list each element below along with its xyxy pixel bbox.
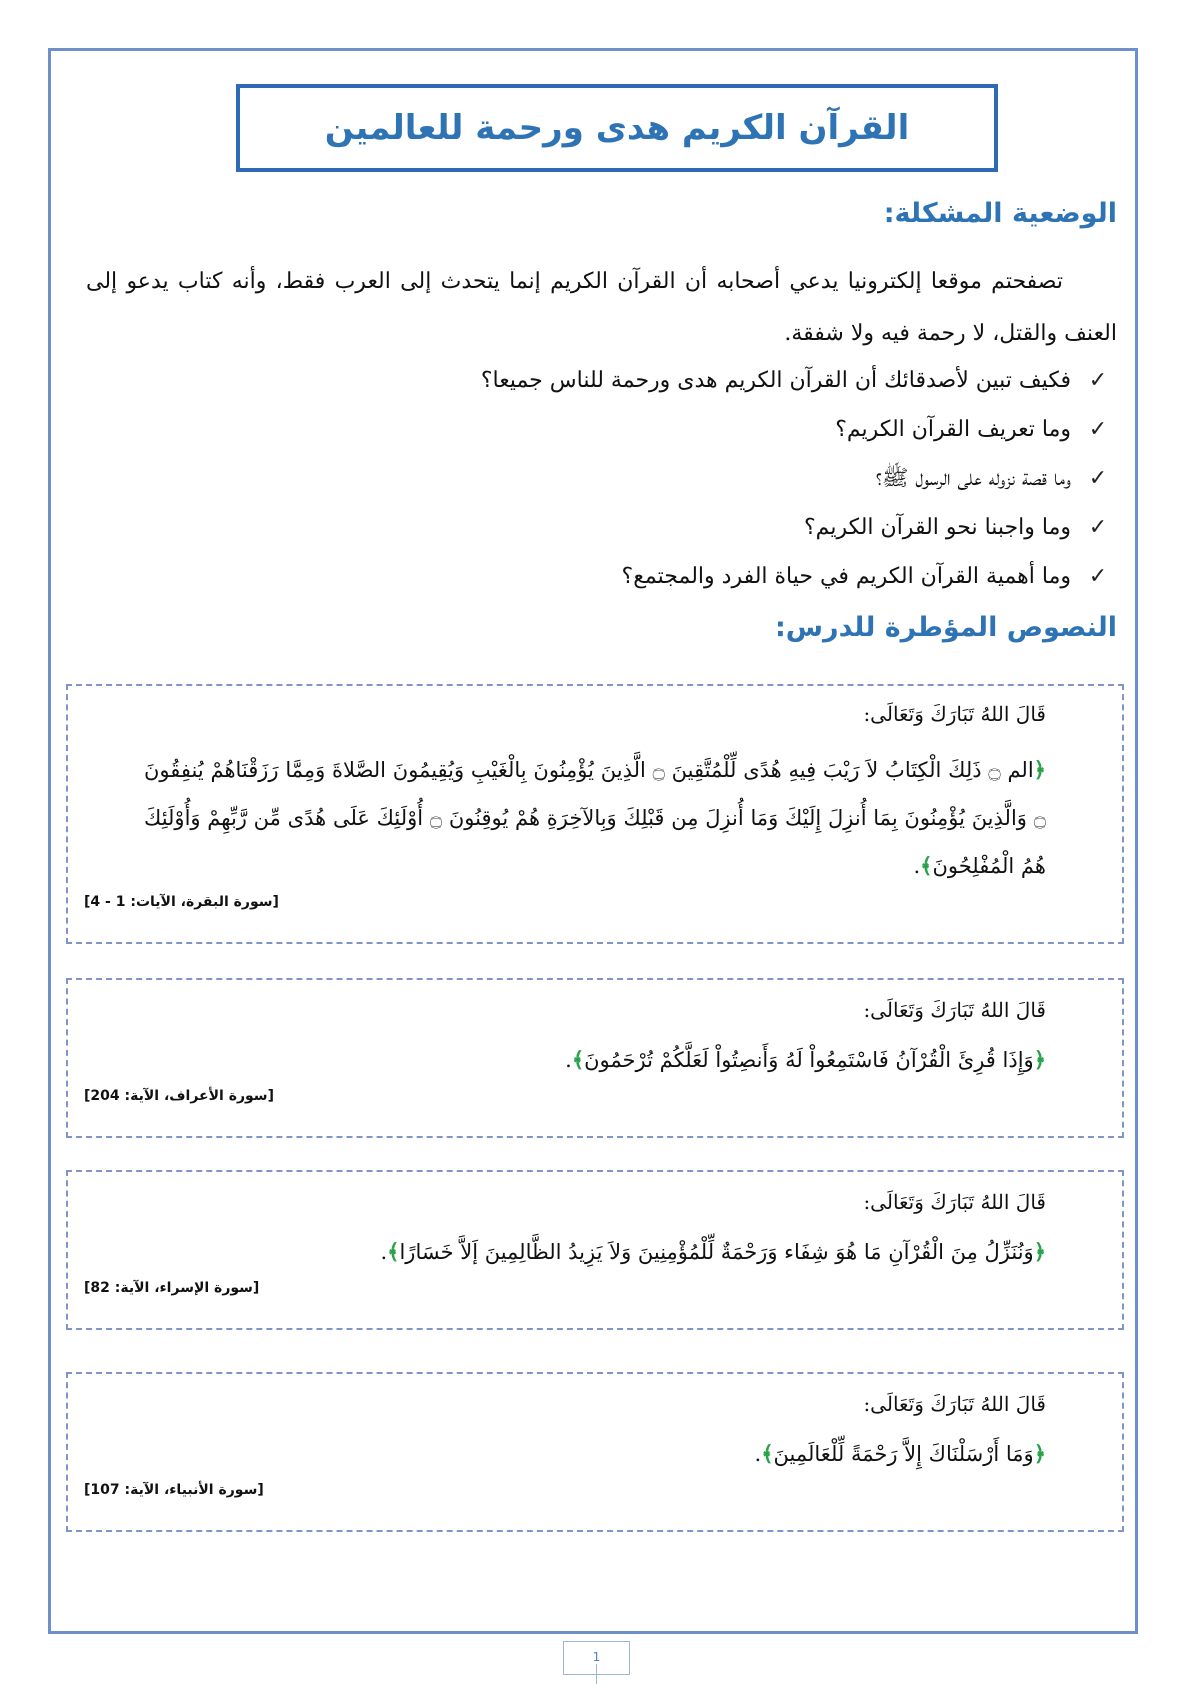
- verse-body: الم ۝ ذَلِكَ الْكِتَابُ لاَ رَيْبَ فِيهِ هُدًى لِّلْمُتَّقِينَ ۝ الَّذِينَ يُؤْمِنُونَ بِالْغَيْبِ وَيُقِيمُونَ الصَّلاةَ وَمِمَّا رَزَقْنَاهُمْ يُنفِقُونَ ۝ وَالَّذِينَ يُؤْمِنُونَ بِمَا أُنزِلَ إِلَيْكَ وَمَا أُنزِلَ مِن قَبْلِكَ وَبِالآخِرَةِ هُمْ يُوقِنُونَ ۝ أُوْلَئِكَ عَلَى هُدًى مِّن رَّبِّهِمْ وَأُوْلَئِكَ هُمُ الْمُفْلِحُونَ: [144, 758, 1046, 878]
- close-bracket: ﴾: [571, 1047, 585, 1072]
- title-box: [236, 84, 998, 172]
- question-item: [481, 552, 1117, 601]
- verse-text: ﴿وَنُنَزِّلُ مِنَ الْقُرْآنِ مَا هُوَ شِفَاء وَرَحْمَةٌ لِّلْمُؤْمِنِينَ وَلاَ يَزِيدُ الظَّالِمِينَ إَلاَّ خَسَارًا﴾.: [380, 1239, 1046, 1264]
- verse-intro: قَالَ اللهُ تَبَارَكَ وَتَعَالَى:: [863, 702, 1046, 726]
- question-text: وما قصة نزوله على الرسول ﷺ؟: [875, 466, 1071, 491]
- verse-box-baqarah: [66, 684, 1124, 944]
- verse-body: وَمَا أَرْسَلْنَاكَ إِلاَّ رَحْمَةً لِّلْعَالَمِينَ: [773, 1442, 1034, 1466]
- open-bracket: ﴿: [1033, 1047, 1046, 1072]
- checkmark-icon: ✓: [1088, 417, 1108, 442]
- texts-heading: النصوص المؤطرة للدرس:: [774, 612, 1117, 643]
- close-bracket: ﴾: [387, 1239, 400, 1264]
- verse-reference: [سورة الأعراف، الآية: 204]: [84, 1088, 274, 1104]
- question-item: [481, 454, 1117, 503]
- verse-box-anbiya: [66, 1372, 1124, 1532]
- question-item: [481, 356, 1117, 405]
- verse-body: وَنُنَزِّلُ مِنَ الْقُرْآنِ مَا هُوَ شِفَاء وَرَحْمَةٌ لِّلْمُؤْمِنِينَ وَلاَ يَزِيدُ الظَّالِمِينَ إَلاَّ خَسَارًا: [399, 1240, 1034, 1264]
- checkmark-icon: ✓: [1088, 564, 1108, 589]
- page-number-stem: [596, 1664, 597, 1684]
- open-bracket: ﴿: [1033, 757, 1046, 782]
- open-bracket: ﴿: [1033, 1441, 1046, 1466]
- close-bracket: ﴾: [920, 853, 933, 878]
- question-text: وما تعريف القرآن الكريم؟: [835, 417, 1071, 442]
- page-number: 1: [563, 1641, 630, 1675]
- verse-text: ﴿وَإِذَا قُرِئَ الْقُرْآنُ فَاسْتَمِعُواْ لَهُ وَأَنصِتُواْ لَعَلَّكُمْ تُرْحَمُونَ﴾.: [565, 1047, 1046, 1072]
- checkmark-icon: ✓: [1088, 368, 1108, 393]
- problem-text-paragraph: [86, 256, 1117, 360]
- questions-list: [481, 356, 1117, 601]
- close-bracket: ﴾: [761, 1441, 774, 1466]
- question-item: [481, 503, 1117, 552]
- lesson-title: القرآن الكريم هدى ورحمة للعالمين: [324, 108, 910, 148]
- verse-body: وَإِذَا قُرِئَ الْقُرْآنُ فَاسْتَمِعُواْ لَهُ وَأَنصِتُواْ لَعَلَّكُمْ تُرْحَمُونَ: [584, 1048, 1034, 1072]
- problem-heading: الوضعية المشكلة:: [883, 198, 1117, 229]
- verse-text: ﴿وَمَا أَرْسَلْنَاكَ إِلاَّ رَحْمَةً لِّلْعَالَمِينَ﴾.: [754, 1441, 1046, 1466]
- question-text: فكيف تبين لأصدقائك أن القرآن الكريم هدى ورحمة للناس جميعا؟: [480, 368, 1071, 393]
- checkmark-icon: ✓: [1088, 466, 1108, 491]
- verse-reference: [سورة الإسراء، الآية: 82]: [84, 1280, 260, 1296]
- verse-text: ﴿الم ۝ ذَلِكَ الْكِتَابُ لاَ رَيْبَ فِيهِ هُدًى لِّلْمُتَّقِينَ ۝ الَّذِينَ يُؤْمِنُونَ بِالْغَيْبِ وَيُقِيمُونَ الصَّلاةَ وَمِمَّا رَزَقْنَاهُمْ يُنفِقُونَ ۝ وَالَّذِينَ يُؤْمِنُونَ بِمَا أُنزِلَ إِلَيْكَ وَمَا أُنزِلَ مِن قَبْلِكَ وَبِالآخِرَةِ هُمْ يُوقِنُونَ ۝ أُوْلَئِكَ عَلَى هُدًى مِّن رَّبِّهِمْ وَأُوْلَئِكَ هُمُ الْمُفْلِحُونَ﴾.: [144, 757, 1046, 878]
- open-bracket: ﴿: [1033, 1239, 1046, 1264]
- verse-intro: قَالَ اللهُ تَبَارَكَ وَتَعَالَى:: [863, 998, 1046, 1022]
- checkmark-icon: ✓: [1088, 515, 1108, 540]
- verse-intro: قَالَ اللهُ تَبَارَكَ وَتَعَالَى:: [863, 1392, 1046, 1416]
- verse-reference: [سورة البقرة، الآيات: 1 - 4]: [84, 894, 279, 910]
- verse-reference: [سورة الأنبياء، الآية: 107]: [84, 1482, 264, 1498]
- question-text: وما أهمية القرآن الكريم في حياة الفرد والمجتمع؟: [621, 564, 1071, 589]
- verse-intro: قَالَ اللهُ تَبَارَكَ وَتَعَالَى:: [863, 1190, 1046, 1214]
- verse-box-isra: [66, 1170, 1124, 1330]
- question-item: [481, 405, 1117, 454]
- problem-text: تصفحتم موقعا إلكترونيا يدعي أصحابه أن القرآن الكريم إنما يتحدث إلى العرب فقط، وأنه كتاب يدعو إلى العنف والقتل، لا رحمة فيه ولا شفقة.: [86, 269, 1117, 346]
- verse-box-araf: [66, 978, 1124, 1138]
- question-text: وما واجبنا نحو القرآن الكريم؟: [804, 515, 1071, 540]
